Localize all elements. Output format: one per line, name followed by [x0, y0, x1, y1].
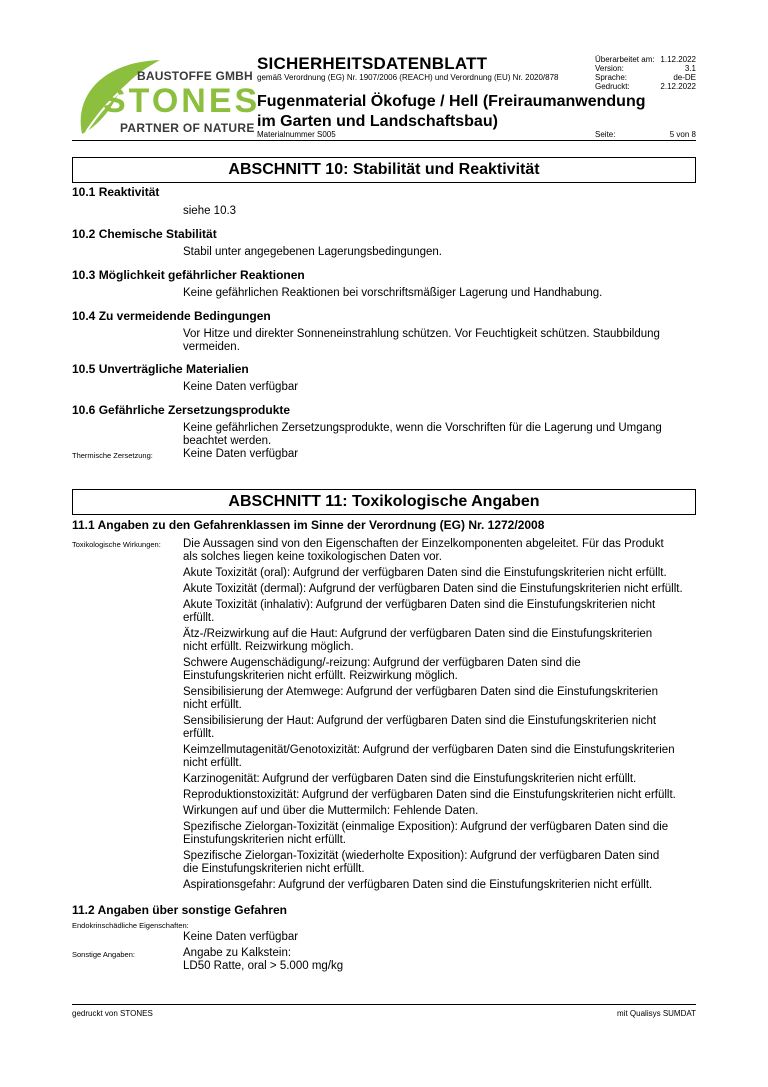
- heading-11-1: 11.1 Angaben zu den Gefahrenklassen im Sinne der Verordnung (EG) Nr. 1272/2008: [72, 518, 545, 532]
- text-10-2: Stabil unter angegebenen Lagerungsbedingungen.: [183, 246, 442, 258]
- label-other-information: Sonstige Angaben:: [72, 950, 135, 959]
- tox-line: Sensibilisierung der Atemwege: Aufgrund der verfügbaren Daten sind die Einstufungskriterien: [183, 686, 658, 698]
- page-number: 5 von 8: [669, 130, 696, 139]
- value-endocrine-properties: Keine Daten verfügbar: [183, 931, 299, 943]
- document-title: SICHERHEITSDATENBLATT: [257, 54, 488, 73]
- brand-main: STONES: [103, 82, 261, 120]
- heading-10-4: 10.4 Zu vermeidende Bedingungen: [72, 309, 271, 323]
- tox-line: Aspirationsgefahr: Aufgrund der verfügbaren Daten sind die Einstufungskriterien nicht erfüllt.: [183, 879, 653, 891]
- meta-row-version: Version: 3.1: [595, 64, 696, 73]
- tox-line: Schwere Augenschädigung/-reizung: Aufgrund der verfügbaren Daten sind die: [183, 657, 581, 669]
- tox-line: Karzinogenität: Aufgrund der verfügbaren Daten sind die Einstufungskriterien nicht erfüllt.: [183, 773, 637, 785]
- tox-line: erfüllt.: [183, 612, 215, 624]
- revision-meta: [595, 55, 696, 91]
- footer-software: mit Qualisys SUMDAT: [617, 1009, 696, 1018]
- tox-line: Einstufungskriterien nicht erfüllt. Reizwirkung möglich.: [183, 670, 458, 682]
- footer-printed-by: gedruckt von STONES: [72, 1009, 153, 1018]
- tox-line: Einstufungskriterien nicht erfüllt.: [183, 834, 346, 846]
- tox-line: Akute Toxizität (inhalativ): Aufgrund der verfügbaren Daten sind die Einstufungskriterien nicht: [183, 599, 656, 611]
- tox-line: nicht erfüllt. Reizwirkung möglich.: [183, 641, 354, 653]
- page-label: Seite:: [595, 130, 616, 139]
- tox-line: Die Aussagen sind von den Eigenschaften der Einzelkomponenten abgeleitet. Für das Produkt: [183, 538, 664, 550]
- tox-line: Spezifische Zielorgan-Toxizität (einmalige Exposition): Aufgrund der verfügbaren Daten sind die: [183, 821, 669, 833]
- section-11-title: ABSCHNITT 11: Toxikologische Angaben: [72, 489, 696, 515]
- product-name: [257, 92, 677, 132]
- tox-line: erfüllt.: [183, 728, 215, 740]
- text-10-6: Keine gefährlichen Zersetzungsprodukte, wenn die Vorschriften für die Lagerung und Umgang beachtet werden.: [183, 422, 662, 447]
- value-thermal-decomposition: Keine Daten verfügbar: [183, 448, 299, 460]
- meta-row-language: Sprache: de-DE: [595, 73, 696, 82]
- brand-top: BAUSTOFFE GMBH: [137, 69, 253, 83]
- heading-11-2: 11.2 Angaben über sonstige Gefahren: [72, 903, 287, 917]
- tox-line: Akute Toxizität (dermal): Aufgrund der verfügbaren Daten sind die Einstufungskriterien nicht erfüllt.: [183, 583, 683, 595]
- meta-row-printed: Gedruckt: 2.12.2022: [595, 82, 696, 91]
- tox-line: Wirkungen auf und über die Muttermilch: Fehlende Daten.: [183, 805, 479, 817]
- value-other-information: Angabe zu Kalkstein: LD50 Ratte, oral > 5.000 mg/kg: [183, 947, 344, 972]
- header-divider: [72, 140, 696, 141]
- product-name-line2: im Garten und Landschaftsbau): [257, 113, 498, 130]
- tox-line: als solches liegen keine toxikologischen Daten vor.: [183, 551, 442, 563]
- tox-line: Keimzellmutagenität/Genotoxizität: Aufgrund der verfügbaren Daten sind die Einstufungskriterien: [183, 744, 675, 756]
- text-10-3: Keine gefährlichen Reaktionen bei vorschriftsmäßiger Lagerung und Handhabung.: [183, 287, 603, 299]
- heading-10-2: 10.2 Chemische Stabilität: [72, 227, 217, 241]
- tox-line: die Einstufungskriterien nicht erfüllt.: [183, 863, 365, 875]
- label-toxicological-effects: Toxikologische Wirkungen:: [72, 540, 161, 549]
- tox-line: Spezifische Zielorgan-Toxizität (wiederholte Exposition): Aufgrund der verfügbaren Daten sind: [183, 850, 660, 862]
- text-10-1: siehe 10.3: [183, 205, 237, 217]
- heading-10-3: 10.3 Möglichkeit gefährlicher Reaktionen: [72, 268, 305, 282]
- tox-line: nicht erfüllt.: [183, 757, 242, 769]
- meta-row-revised: Überarbeitet am: 1.12.2022: [595, 55, 696, 64]
- text-10-4: Vor Hitze und direkter Sonneneinstrahlung schützen. Vor Feuchtigkeit schützen. Staubbildung vermeiden.: [183, 328, 660, 353]
- tox-line: Reproduktionstoxizität: Aufgrund der verfügbaren Daten sind die Einstufungskriterien nicht erfüllt.: [183, 789, 676, 801]
- brand-sub: PARTNER OF NATURE: [120, 121, 255, 135]
- section-10-title: ABSCHNITT 10: Stabilität und Reaktivität: [72, 157, 696, 183]
- material-number: Materialnummer S005: [257, 130, 336, 139]
- tox-line: Sensibilisierung der Haut: Aufgrund der verfügbaren Daten sind die Einstufungskriterien nicht: [183, 715, 657, 727]
- footer-divider: [72, 1004, 696, 1005]
- label-endocrine-properties: Endokrinschädliche Eigenschaften:: [72, 921, 189, 930]
- heading-10-1: 10.1 Reaktivität: [72, 185, 160, 199]
- product-name-line1: Fugenmaterial Ökofuge / Hell (Freiraumanwendung: [257, 93, 646, 110]
- regulation-text: gemäß Verordnung (EG) Nr. 1907/2006 (REACH) und Verordnung (EU) Nr. 2020/878: [257, 73, 559, 82]
- tox-line: Akute Toxizität (oral): Aufgrund der verfügbaren Daten sind die Einstufungskriterien nicht erfüllt.: [183, 567, 667, 579]
- heading-10-6: 10.6 Gefährliche Zersetzungsprodukte: [72, 403, 291, 417]
- tox-line: Ätz-/Reizwirkung auf die Haut: Aufgrund der verfügbaren Daten sind die Einstufungskriterien: [183, 628, 653, 640]
- heading-10-5: 10.5 Unverträgliche Materialien: [72, 362, 249, 376]
- tox-line: nicht erfüllt.: [183, 699, 242, 711]
- toxicology-list: [183, 538, 695, 892]
- text-10-5: Keine Daten verfügbar: [183, 381, 299, 393]
- label-thermal-decomposition: Thermische Zersetzung:: [72, 451, 153, 460]
